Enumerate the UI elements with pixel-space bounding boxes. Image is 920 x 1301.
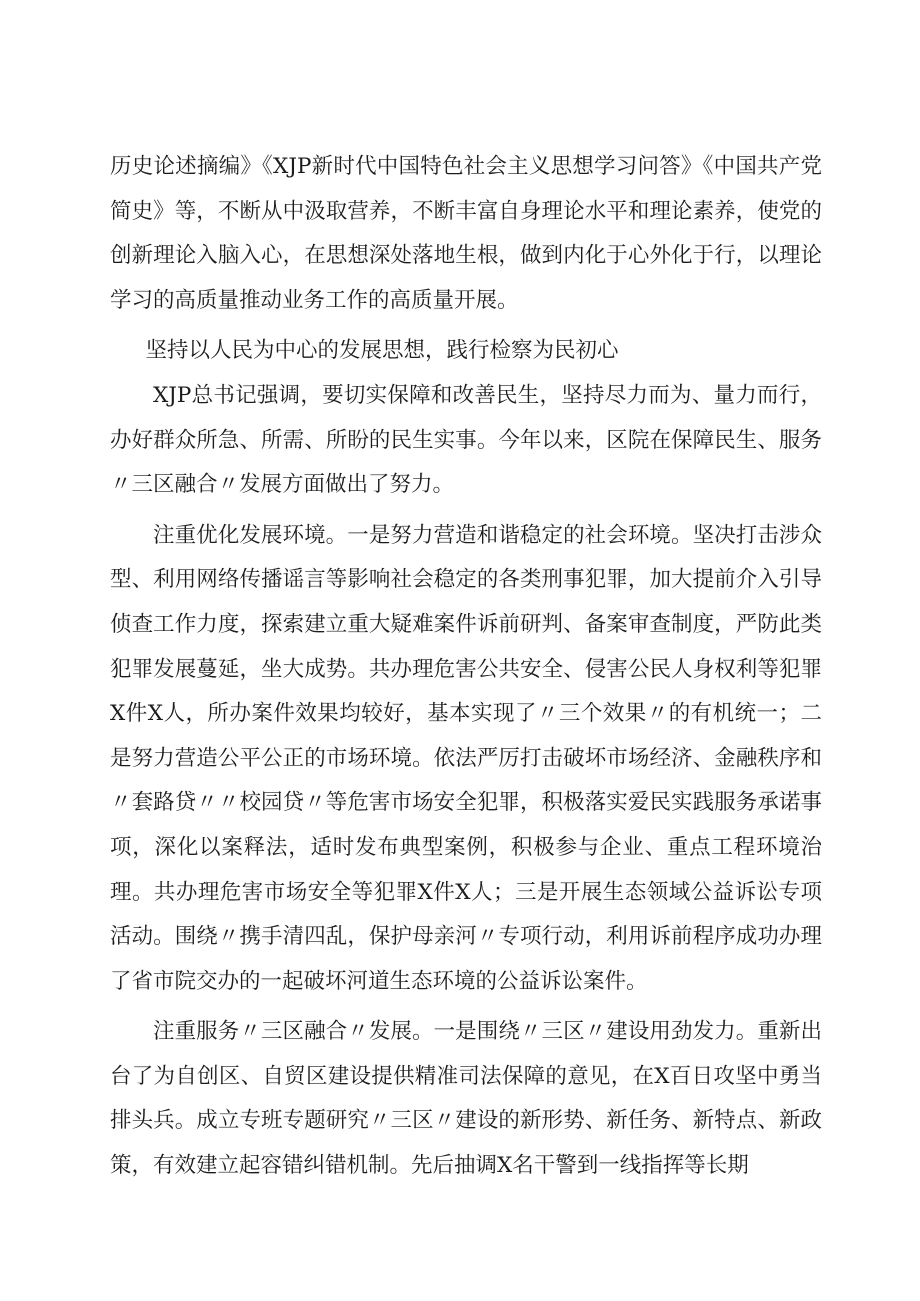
paragraph-people-livelihood: XJP总书记强调，要切实保障和改善民生，坚持尽力而为、量力而行，办好群众所急、所需、所盼的民生实事。今年以来，区院在保障民生、服务〃三区融合〃发展方面做出了努力。 <box>110 382 822 498</box>
section-heading: 坚持以人民为中心的发展思想，践行检察为民初心 <box>145 338 619 364</box>
document-body <box>110 145 822 1189</box>
paragraph-three-districts: 注重服务〃三区融合〃发展。一是围绕〃三区〃建设用劲发力。重新出台了为自创区、自贸区建设提供精准司法保障的意见，在X百日攻坚中勇当排头兵。成立专班专题研究〃三区〃建设的新形势、新任务、新特点、新政策，有效建立起容错纠错机制。先后抽调X名干警到一线指挥等长期 <box>110 1019 822 1179</box>
paragraph-theory-study: 历史论述摘编》《XJP新时代中国特色社会主义思想学习问答》《中国共产党简史》等，不断从中汲取营养，不断丰富自身理论水平和理论素养，使党的创新理论入脑入心，在思想深处落地生根，做到内化于心外化于行，以理论学习的高质量推动业务工作的高质量开展。 <box>110 154 822 313</box>
paragraph-development-environment: 注重优化发展环境。一是努力营造和谐稳定的社会环境。坚决打击涉众型、利用网络传播谣言等影响社会稳定的各类刑事犯罪，加大提前介入引导侦查工作力度，探索建立重大疑难案件诉前研判、备案审查制度，严防此类犯罪发展蔓延，坐大成势。共办理危害公共安全、侵害公民人身权利等犯罪X件X人，所办案件效果均较好，基本实现了〃三个效果〃的有机统一；二是努力营造公平公正的市场环境。依法严厉打击破坏市场经济、金融秩序和〃套路贷〃〃校园贷〃等危害市场安全犯罪，积极落实爱民实践服务承诺事项，深化以案释法，适时发布典型案例，积极参与企业、重点工程环境治理。共办理危害市场安全等犯罪X件X人；三是开展生态领域公益诉讼专项活动。围绕〃携手清四乱，保护母亲河〃专项行动，利用诉前程序成功办理了省市院交办的一起破坏河道生态环境的公益诉讼案件。 <box>110 522 822 994</box>
